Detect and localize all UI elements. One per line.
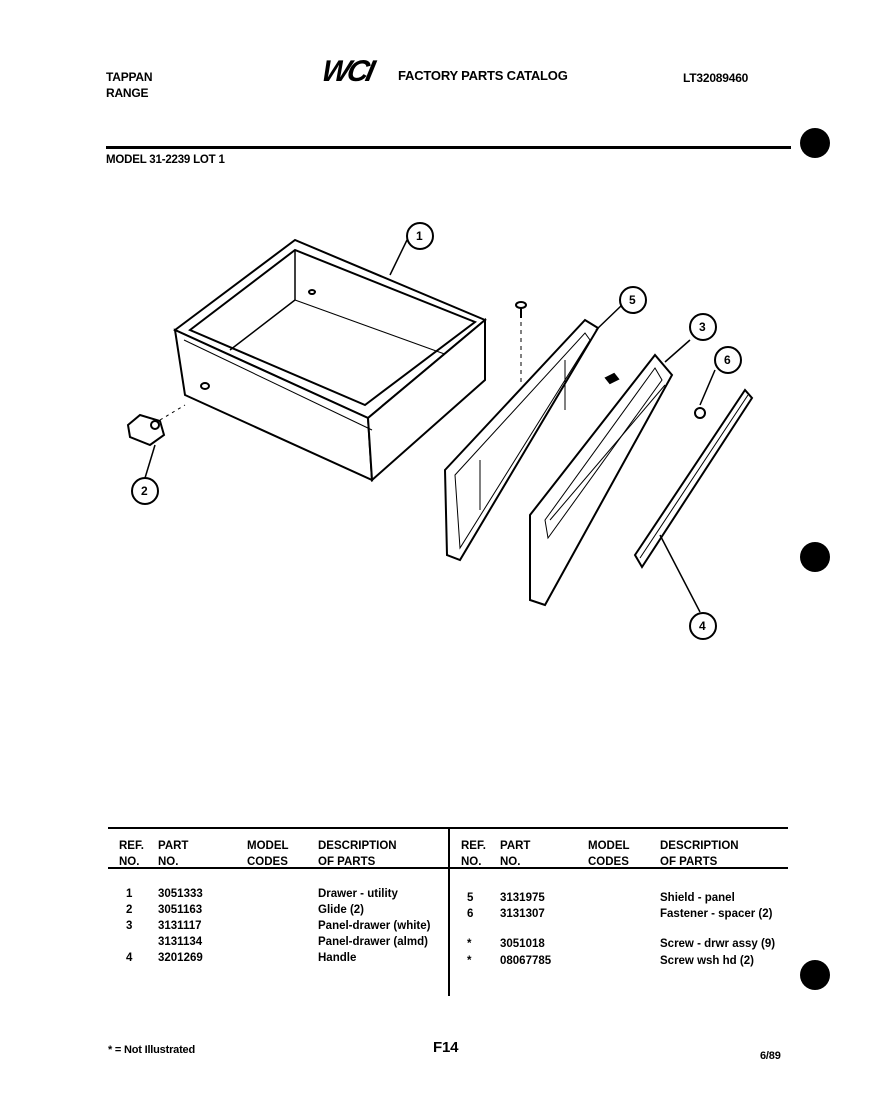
header-text: NO. — [119, 856, 140, 868]
model-label: MODEL 31-2239 LOT 1 — [106, 154, 225, 166]
table-cell-part: 3051018 — [500, 938, 545, 950]
header-desc — [660, 838, 739, 870]
callout-4: 4 — [699, 619, 706, 633]
table-cell-ref: * — [467, 955, 472, 967]
header-text: REF. — [461, 840, 486, 852]
footer-note: * = Not Illustrated — [108, 1044, 195, 1056]
header-desc — [318, 838, 397, 870]
table-cell-ref: 5 — [467, 892, 474, 904]
callout-5: 5 — [629, 293, 636, 307]
header-text: CODES — [588, 856, 629, 868]
table-cell-part: 3051333 — [158, 888, 203, 900]
header-part — [500, 838, 530, 870]
table-cell-desc: Fastener - spacer (2) — [660, 908, 773, 920]
table-cell-part: 3131975 — [500, 892, 545, 904]
header-text: MODEL — [588, 840, 630, 852]
header-text: REF. — [119, 840, 144, 852]
header-text: PART — [158, 840, 189, 852]
catalog-title: FACTORY PARTS CATALOG — [398, 68, 568, 83]
table-divider — [448, 829, 450, 996]
header-part — [158, 838, 188, 870]
header-text: DESCRIPTION — [318, 840, 397, 852]
fastener-part — [695, 408, 705, 418]
table-cell-desc: Glide (2) — [318, 904, 365, 916]
callout-2: 2 — [141, 484, 148, 498]
drawer-part — [175, 240, 485, 480]
table-cell-ref: 1 — [126, 888, 133, 900]
header-model — [588, 838, 630, 870]
table-cell-part: 3051163 — [158, 904, 203, 916]
table-cell-part: 3131134 — [158, 936, 203, 948]
header-text: OF PARTS — [318, 856, 376, 868]
callout-6: 6 — [724, 353, 731, 367]
table-cell-desc: Panel-drawer (white) — [318, 920, 431, 932]
footer-date: 6/89 — [760, 1050, 781, 1062]
brand-line1: TAPPAN — [106, 70, 153, 84]
header-text: NO. — [158, 856, 179, 868]
header-text: DESCRIPTION — [660, 840, 739, 852]
binder-hole — [800, 960, 830, 990]
brand-line2: RANGE — [106, 86, 149, 100]
table-cell-part: 3201269 — [158, 952, 203, 964]
table-cell-ref: 4 — [126, 952, 133, 964]
header-text: MODEL — [247, 840, 289, 852]
header-text: CODES — [247, 856, 288, 868]
glide-part — [128, 405, 185, 445]
header-text: NO. — [500, 856, 521, 868]
logo-text: WCI — [318, 55, 375, 88]
table-cell-ref: * — [467, 938, 472, 950]
table-cell-desc: Handle — [318, 952, 357, 964]
catalog-number: LT32089460 — [683, 71, 749, 85]
header-ref — [119, 838, 144, 870]
table-cell-desc: Screw wsh hd (2) — [660, 955, 754, 967]
header-model — [247, 838, 289, 870]
page-number: F14 — [433, 1039, 459, 1056]
header-text: OF PARTS — [660, 856, 718, 868]
table-cell-ref: 3 — [126, 920, 133, 932]
table-cell-desc: Shield - panel — [660, 892, 735, 904]
table-cell-desc: Panel-drawer (almd) — [318, 936, 428, 948]
callout-1: 1 — [416, 229, 423, 243]
header-ref — [461, 838, 486, 870]
table-cell-ref: 2 — [126, 904, 133, 916]
table-cell-desc: Screw - drwr assy (9) — [660, 938, 776, 950]
table-cell-part: 08067785 — [500, 955, 552, 967]
header-text: NO. — [461, 856, 482, 868]
table-cell-ref: 6 — [467, 908, 474, 920]
table-cell-desc: Drawer - utility — [318, 888, 398, 900]
table-cell-part: 3131117 — [158, 920, 202, 932]
handle-part — [635, 390, 752, 567]
table-cell-part: 3131307 — [500, 908, 545, 920]
header-text: PART — [500, 840, 531, 852]
callout-3: 3 — [699, 320, 706, 334]
